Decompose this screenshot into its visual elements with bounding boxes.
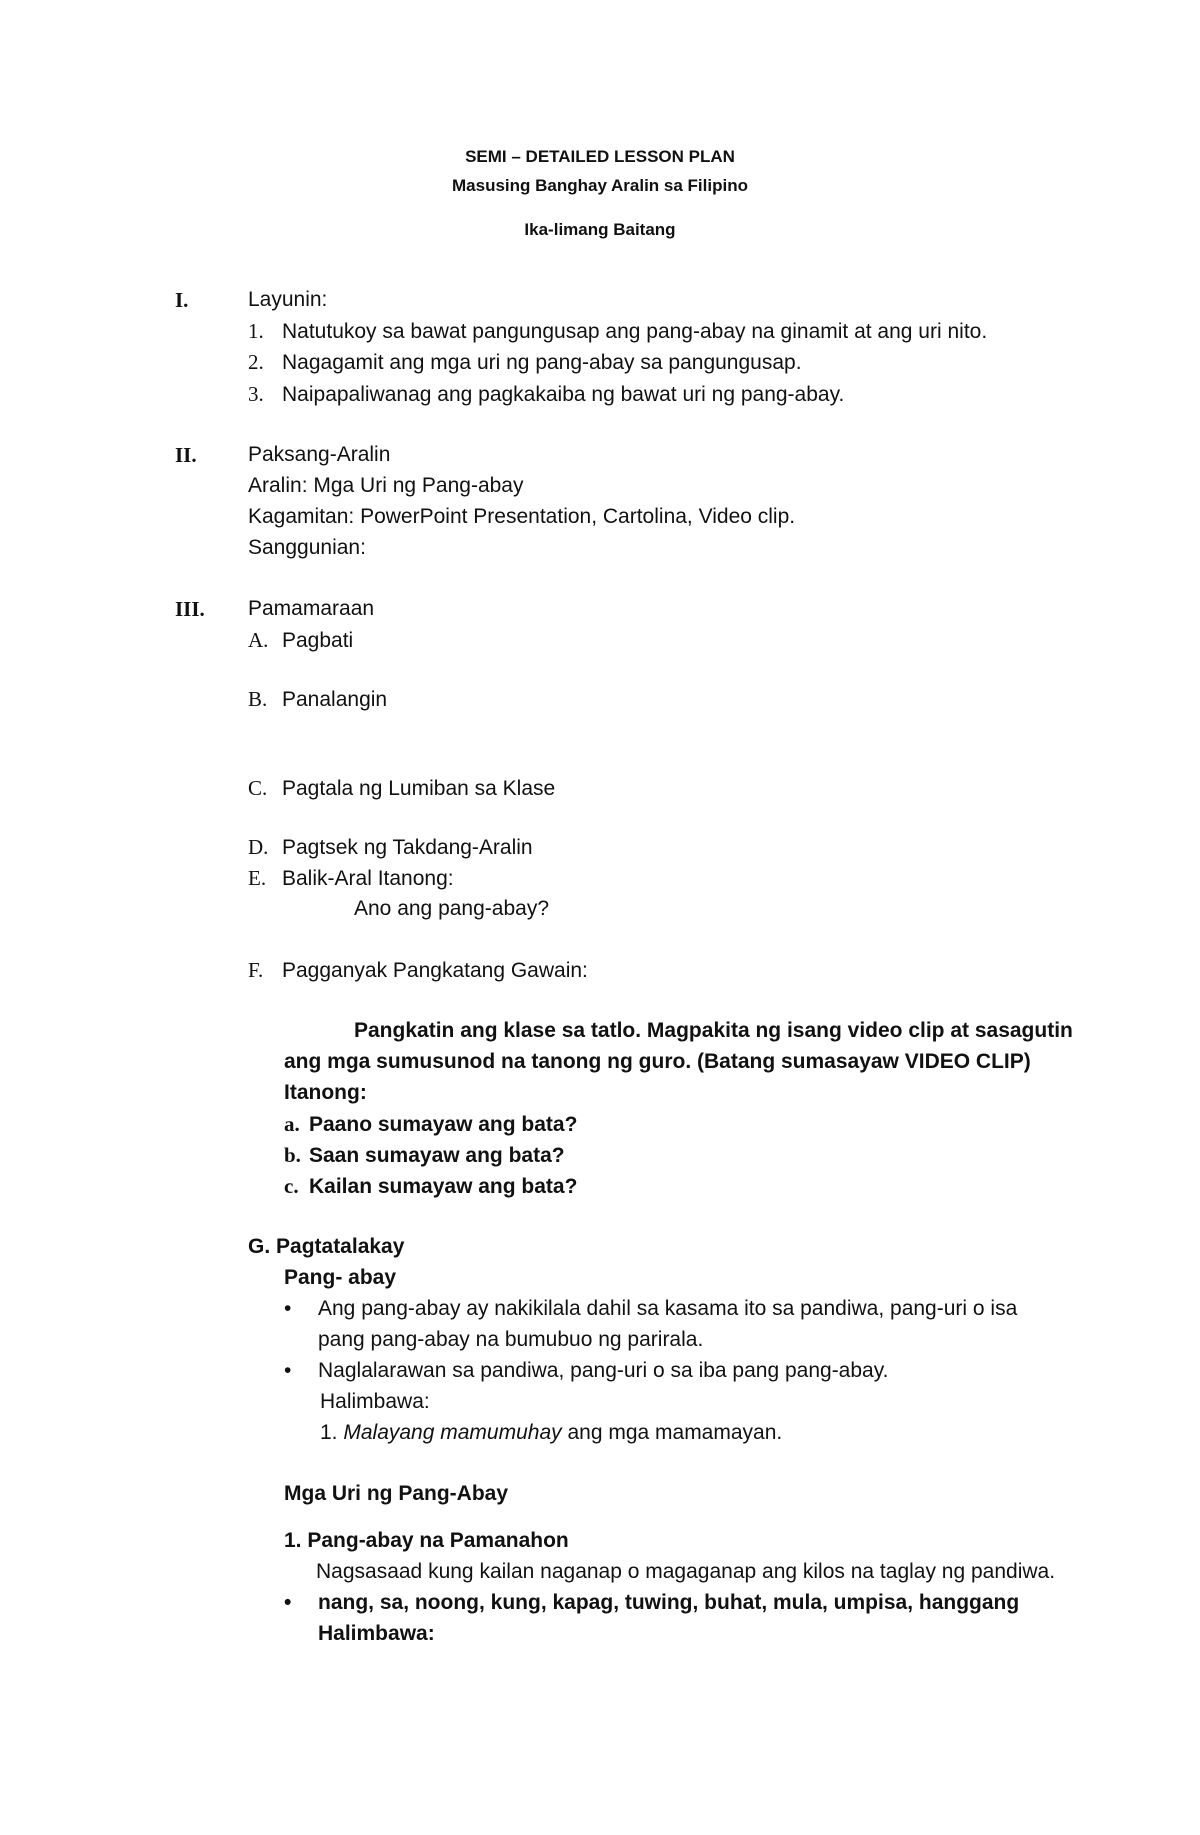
step-g-heading: G. Pagtatalakay	[248, 1235, 405, 1258]
objective-text: Naipapaliwanag ang pagkakaiba ng bawat uri ng pang-abay.	[282, 383, 845, 406]
markers-text: nang, sa, noong, kung, kapag, tuwing, buhat, mula, umpisa, hanggang	[318, 1591, 1020, 1614]
example-rest: ang mga mamamayan.	[561, 1421, 783, 1444]
objective-text: Natutukoy sa bawat pangungusap ang pang-abay na ginamit at ang uri nito.	[282, 320, 988, 343]
step-c	[248, 774, 555, 803]
bullet-icon: •	[284, 1359, 292, 1382]
aralin-line	[248, 472, 524, 500]
type-1-halimbawa: Halimbawa:	[318, 1622, 435, 1645]
step-letter: C.	[248, 776, 268, 800]
step-letter: A.	[248, 628, 269, 652]
question-text: Paano sumayaw ang bata?	[309, 1113, 578, 1136]
review-question: Ano ang pang-abay?	[354, 897, 549, 920]
bullet-text: Naglalarawan sa pandiwa, pang-uri o sa iba pang pang-abay.	[318, 1359, 889, 1382]
type-1-heading: 1. Pang-abay na Pamanahon	[284, 1529, 569, 1552]
list-number: 2.	[248, 350, 264, 374]
itanong-label: Itanong:	[284, 1081, 367, 1104]
type-1-markers	[284, 1589, 1019, 1617]
example-sentence	[320, 1419, 782, 1447]
example-italic: Malayang mamumuhay	[343, 1421, 562, 1444]
section-3-heading: Pamamaraan	[248, 597, 375, 620]
section-3-numeral: III.	[175, 597, 205, 621]
list-number: 1.	[248, 319, 264, 343]
step-d	[248, 833, 533, 862]
bullet-1-line-1	[284, 1295, 1017, 1323]
bullet-icon: •	[284, 1297, 292, 1320]
step-letter: E.	[248, 866, 267, 890]
activity-paragraph-line-2: ang mga sumusunod na tanong ng guro. (Batang sumasayaw VIDEO CLIP)	[284, 1050, 1031, 1073]
objective-text: Nagagamit ang mga uri ng pang-abay sa pangungusap.	[282, 351, 802, 374]
step-letter: B.	[248, 687, 268, 711]
sanggunian-label: Sanggunian:	[248, 536, 366, 559]
activity-paragraph-line-1: Pangkatin ang klase sa tatlo. Magpakita ng isang video clip at sasagutin	[354, 1019, 1073, 1042]
question-letter: c.	[284, 1174, 299, 1198]
step-b	[248, 685, 387, 714]
bullet-2	[284, 1357, 889, 1385]
aralin-label: Aralin:	[248, 474, 308, 497]
step-a	[248, 626, 353, 655]
objective-3	[248, 380, 844, 409]
step-text: Panalangin	[282, 688, 388, 711]
pang-abay-subheading: Pang- abay	[284, 1266, 397, 1289]
section-1-heading: Layunin:	[248, 288, 328, 311]
step-text: Pagbati	[282, 629, 354, 652]
kagamitan-label: Kagamitan:	[248, 505, 355, 528]
halimbawa-label: Halimbawa:	[320, 1390, 430, 1413]
step-text: Pagtsek ng Takdang-Aralin	[282, 836, 533, 859]
objective-1	[248, 317, 987, 346]
step-text: Pagganyak Pangkatang Gawain:	[282, 959, 588, 982]
aralin-value: Mga Uri ng Pang-abay	[313, 474, 524, 497]
objective-2	[248, 348, 802, 377]
kagamitan-line	[248, 503, 795, 531]
kagamitan-value: PowerPoint Presentation, Cartolina, Video clip.	[360, 505, 796, 528]
type-1-description: Nagsasaad kung kailan naganap o magaganap ang kilos na taglay ng pandiwa.	[316, 1560, 1056, 1583]
step-text: Balik-Aral Itanong:	[282, 867, 454, 890]
bullet-text: Ang pang-abay ay nakikilala dahil sa kasama ito sa pandiwa, pang-uri o isa	[318, 1297, 1018, 1320]
step-e	[248, 864, 454, 893]
step-f	[248, 956, 588, 985]
step-text: Pagtala ng Lumiban sa Klase	[282, 777, 556, 800]
grade-level: Ika-limang Baitang	[524, 220, 676, 239]
types-heading: Mga Uri ng Pang-Abay	[284, 1482, 509, 1505]
document-title: SEMI – DETAILED LESSON PLAN	[465, 147, 735, 166]
question-b	[284, 1141, 565, 1170]
bullet-1-line-2: pang pang-abay na bumubuo ng parirala.	[318, 1328, 704, 1351]
step-letter: F.	[248, 958, 264, 982]
question-a	[284, 1110, 577, 1139]
section-2-numeral: II.	[175, 443, 197, 467]
example-number: 1.	[320, 1421, 338, 1444]
bullet-icon: •	[284, 1591, 292, 1614]
section-2-heading: Paksang-Aralin	[248, 443, 391, 466]
section-1-numeral: I.	[175, 288, 189, 312]
question-letter: b.	[284, 1143, 301, 1167]
question-text: Kailan sumayaw ang bata?	[309, 1175, 578, 1198]
list-number: 3.	[248, 382, 264, 406]
step-letter: D.	[248, 835, 269, 859]
question-letter: a.	[284, 1112, 300, 1136]
question-c	[284, 1172, 577, 1201]
document-subtitle: Masusing Banghay Aralin sa Filipino	[452, 176, 748, 195]
question-text: Saan sumayaw ang bata?	[309, 1144, 565, 1167]
